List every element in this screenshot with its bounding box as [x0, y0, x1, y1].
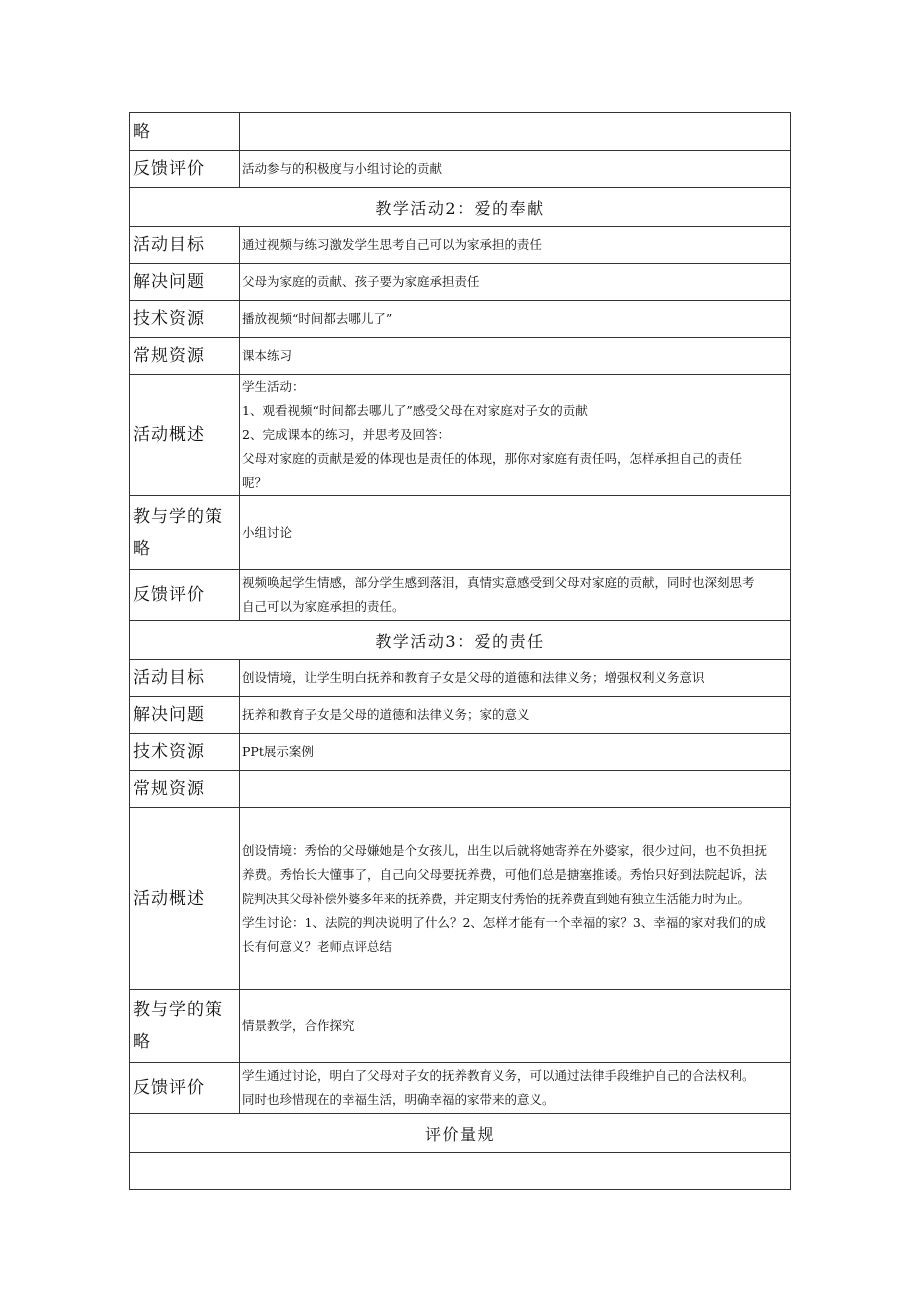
table-row	[130, 188, 791, 227]
lesson-plan-table	[129, 112, 791, 1190]
activity3-goal-label: 活动目标	[130, 660, 240, 697]
activity2-title: 教学活动2：爱的奉献	[130, 188, 791, 227]
table-row	[130, 375, 791, 496]
table-row	[130, 496, 791, 570]
activity2-tech-text: 播放视频“时间都去哪儿了”	[240, 301, 791, 338]
table-row	[130, 660, 791, 697]
activity3-tech-label: 技术资源	[130, 734, 240, 771]
activity2-feedback-label: 反馈评价	[130, 570, 240, 621]
table-row	[130, 338, 791, 375]
strategy-label-line: 略	[133, 538, 151, 559]
activity3-overview-text	[240, 808, 791, 990]
table-row	[130, 1063, 791, 1114]
activity3-feedback-text	[240, 1063, 791, 1114]
overview-line: 学生讨论：1、法院的判决说明了什么？2、怎样才能有一个幸福的家？3、幸福的家对我们的成	[242, 914, 766, 930]
overview-line: 长有何意义？老师点评总结	[242, 938, 393, 954]
activity2-problem-label: 解决问题	[130, 264, 240, 301]
table-row	[130, 621, 791, 660]
activity3-title: 教学活动3：爱的责任	[130, 621, 791, 660]
feedback-label: 反馈评价	[130, 151, 240, 188]
activity2-feedback-text	[240, 570, 791, 621]
activity3-feedback-label: 反馈评价	[130, 1063, 240, 1114]
activity3-strategy-label	[130, 990, 240, 1063]
table-row	[130, 808, 791, 990]
table-row	[130, 264, 791, 301]
activity3-problem-text: 抚养和教育子女是父母的道德和法律义务；家的意义	[240, 697, 791, 734]
activity3-regular-text	[240, 771, 791, 808]
table-row	[130, 1153, 791, 1190]
activity3-tech-text: PPt展示案例	[240, 734, 791, 771]
activity3-problem-label: 解决问题	[130, 697, 240, 734]
feedback-line: 同时也珍惜现在的幸福生活，明确幸福的家带来的意义。	[242, 1092, 555, 1107]
activity3-regular-label: 常规资源	[130, 771, 240, 808]
overview-line: 父母对家庭的贡献是爱的体现也是责任的体现，那你对家庭有责任吗，怎样承担自己的责任	[242, 451, 743, 466]
strategy-text	[240, 113, 791, 151]
feedback-text: 活动参与的积极度与小组讨论的贡献	[240, 151, 791, 188]
activity2-tech-label: 技术资源	[130, 301, 240, 338]
activity2-overview-text	[240, 375, 791, 496]
activity2-strategy-label	[130, 496, 240, 570]
overview-line: 创设情境：秀怡的父母嫌她是个女孩儿，出生以后就将她寄养在外婆家，很少过问，也不负担抚	[242, 842, 768, 858]
table-row	[130, 570, 791, 621]
feedback-line: 视频唤起学生情感，部分学生感到落泪，真情实意感受到父母对家庭的贡献，同时也深刻思考	[242, 575, 755, 590]
table-row	[130, 227, 791, 264]
overview-line: 学生活动：	[242, 379, 305, 394]
activity3-overview-label: 活动概述	[130, 808, 240, 990]
strategy-label-line: 教与学的策	[133, 1000, 223, 1020]
table-row	[130, 990, 791, 1063]
table-row	[130, 301, 791, 338]
activity3-goal-text: 创设情境，让学生明白抚养和教育子女是父母的道德和法律义务；增强权利义务意识	[240, 660, 791, 697]
overview-line: 院判决其父母补偿外婆多年来的抚养费，并定期支付秀怡的抚养费直到她有独立生活能力时为止。	[242, 891, 750, 906]
rubric-body	[130, 1153, 791, 1190]
feedback-line: 学生通过讨论，明白了父母对子女的抚养教育义务，可以通过法律手段维护自己的合法权利。	[242, 1068, 755, 1083]
overview-line: 1、观看视频“时间都去哪儿了”感受父母在对家庭对子女的贡献	[242, 403, 588, 418]
activity2-regular-text: 课本练习	[240, 338, 791, 375]
activity2-goal-text: 通过视频与练习激发学生思考自己可以为家承担的责任	[240, 227, 791, 264]
table-row	[130, 151, 791, 188]
activity2-regular-label: 常规资源	[130, 338, 240, 375]
overview-line: 呢？	[242, 475, 268, 490]
activity2-strategy-text: 小组讨论	[240, 496, 791, 570]
table-row	[130, 113, 791, 151]
rubric-title: 评价量规	[130, 1114, 791, 1153]
strategy-label-tail: 略	[130, 113, 240, 151]
activity2-problem-text: 父母为家庭的贡献、孩子要为家庭承担责任	[240, 264, 791, 301]
table-row	[130, 1114, 791, 1153]
overview-line: 2、完成课本的练习，并思考及回答：	[242, 427, 450, 442]
activity2-goal-label: 活动目标	[130, 227, 240, 264]
table-row	[130, 697, 791, 734]
strategy-label-line: 略	[133, 1032, 151, 1052]
strategy-label-line: 教与学的策	[133, 506, 223, 527]
activity2-overview-label: 活动概述	[130, 375, 240, 496]
feedback-line: 自己可以为家庭承担的责任。	[242, 599, 405, 614]
overview-line: 养费。秀怡长大懂事了，自己向父母要抚养费，可他们总是搪塞推诿。秀怡只好到法院起诉，法	[242, 866, 768, 882]
table-row	[130, 734, 791, 771]
activity3-strategy-text: 情景教学，合作探究	[240, 990, 791, 1063]
table-row	[130, 771, 791, 808]
